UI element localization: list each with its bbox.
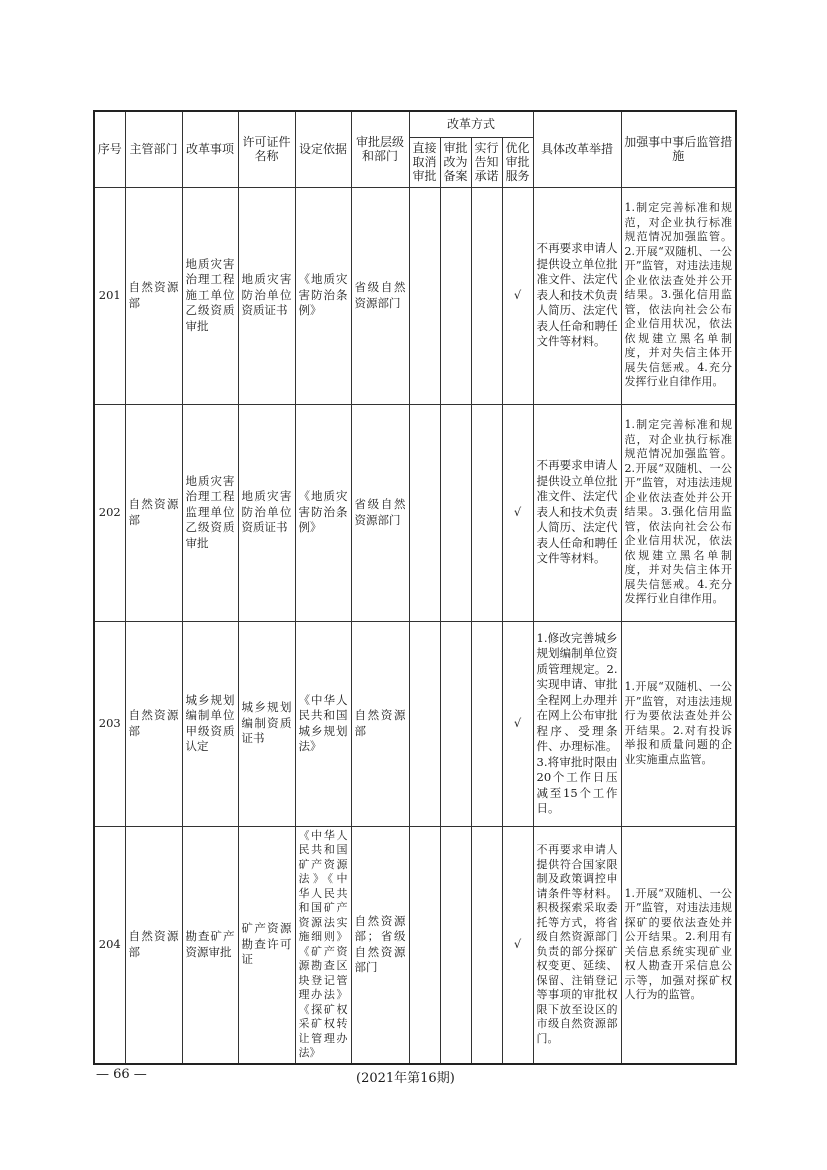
row-measures: 不再要求申请人提供符合国家限制及政策调控申请条件等材料。积极探索采取委托等方式，将省级自然资源部门负责的部分探矿权变更、延续、保留、注销登记等事项的审批权限下放至设区的市级自然资源部门。 xyxy=(533,826,621,1064)
row-item: 地质灾害治理工程监理单位乙级资质审批 xyxy=(182,404,238,621)
row-supervision: 1.开展“双随机、一公开”监管，对违法违规行为要依法查处并公开结果。2.对有投诉举报和质量问题的企业实施重点监管。 xyxy=(621,621,736,826)
header-seq: 序号 xyxy=(94,111,125,187)
row-method-optimize-check: √ xyxy=(502,404,533,621)
row-method-notify xyxy=(471,404,502,621)
row-seq: 202 xyxy=(94,404,125,621)
header-basis: 设定依据 xyxy=(295,111,351,187)
reform-catalog-table xyxy=(93,110,737,1065)
row-basis: 《中华人民共和国城乡规划法》 xyxy=(295,621,351,826)
header-dept: 主管部门 xyxy=(125,111,182,187)
header-item: 改革事项 xyxy=(182,111,238,187)
row-level: 自然资源部 xyxy=(351,621,409,826)
row-seq: 204 xyxy=(94,826,125,1064)
row-basis: 《中华人民共和国矿产资源法》《中华人民共和国矿产资源法实施细则》《矿产资源勘查区块登记管理办法》《探矿权采矿权转让管理办法》 xyxy=(295,826,351,1064)
row-supervision: 1.开展“双随机、一公开”监管，对违法违规探矿的要依法查处并公开结果。2.利用有关信息系统实现矿业权人勘查开采信息公示等，加强对探矿权人行为的监管。 xyxy=(621,826,736,1064)
header-method-optimize: 优化审批服务 xyxy=(502,137,533,187)
row-method-filing xyxy=(440,404,471,621)
row-license: 矿产资源勘查许可证 xyxy=(238,826,295,1064)
row-dept: 自然资源部 xyxy=(125,187,182,404)
header-method-group: 改革方式 xyxy=(409,111,533,137)
table-row xyxy=(94,404,736,621)
row-level: 省级自然资源部门 xyxy=(351,404,409,621)
row-method-filing xyxy=(440,826,471,1064)
row-dept: 自然资源部 xyxy=(125,621,182,826)
row-measures: 1.修改完善城乡规划编制单位资质管理规定。2.实现申请、审批全程网上办理并在网上公布审批程序、受理条件、办理标准。3.将审批时限由20个工作日压减至15个工作日。 xyxy=(533,621,621,826)
row-method-cancel xyxy=(409,826,440,1064)
row-method-optimize-check: √ xyxy=(502,187,533,404)
row-seq: 201 xyxy=(94,187,125,404)
table-row xyxy=(94,826,736,1064)
row-supervision: 1.制定完善标准和规范，对企业执行标准规范情况加强监管。2.开展“双随机、一公开”监管，对违法违规企业依法查处并公开结果。3.强化信用监管，依法向社会公布企业信用状况，依法依规建立黑名单制度，并对失信主体开展失信惩戒。4.充分发挥行业自律作用。 xyxy=(621,404,736,621)
table-row xyxy=(94,621,736,826)
row-measures: 不再要求申请人提供设立单位批准文件、法定代表人和技术负责人简历、法定代表人任命和聘任文件等材料。 xyxy=(533,187,621,404)
row-basis: 《地质灾害防治条例》 xyxy=(295,404,351,621)
row-method-cancel xyxy=(409,404,440,621)
row-seq: 203 xyxy=(94,621,125,826)
table-row xyxy=(94,187,736,404)
row-level: 自然资源部；省级自然资源部门 xyxy=(351,826,409,1064)
row-dept: 自然资源部 xyxy=(125,404,182,621)
header-method-filing: 审批改为备案 xyxy=(440,137,471,187)
header-license: 许可证件名称 xyxy=(238,111,295,187)
row-item: 勘查矿产资源审批 xyxy=(182,826,238,1064)
row-method-cancel xyxy=(409,187,440,404)
header-method-notify: 实行告知承诺 xyxy=(471,137,502,187)
row-method-filing xyxy=(440,187,471,404)
row-method-cancel xyxy=(409,621,440,826)
row-item: 城乡规划编制单位甲级资质认定 xyxy=(182,621,238,826)
issue-label: (2021年第16期) xyxy=(356,1071,455,1086)
row-dept: 自然资源部 xyxy=(125,826,182,1064)
row-item: 地质灾害治理工程施工单位乙级资质审批 xyxy=(182,187,238,404)
row-method-notify xyxy=(471,826,502,1064)
header-measures: 具体改革举措 xyxy=(533,111,621,187)
catalog-table-wrapper xyxy=(93,110,737,1065)
row-method-filing xyxy=(440,621,471,826)
row-supervision: 1.制定完善标准和规范，对企业执行标准规范情况加强监管。2.开展“双随机、一公开”监管，对违法违规企业依法查处并公开结果。3.强化信用监管，依法向社会公布企业信用状况，依法依规建立黑名单制度，并对失信主体开展失信惩戒。4.充分发挥行业自律作用。 xyxy=(621,187,736,404)
row-level: 省级自然资源部门 xyxy=(351,187,409,404)
row-license: 地质灾害防治单位资质证书 xyxy=(238,187,295,404)
row-measures: 不再要求申请人提供设立单位批准文件、法定代表人和技术负责人简历、法定代表人任命和聘任文件等材料。 xyxy=(533,404,621,621)
row-method-optimize-check: √ xyxy=(502,826,533,1064)
header-level: 审批层级和部门 xyxy=(351,111,409,187)
row-method-optimize-check: √ xyxy=(502,621,533,826)
row-license: 地质灾害防治单位资质证书 xyxy=(238,404,295,621)
header-supervision: 加强事中事后监管措施 xyxy=(621,111,736,187)
row-license: 城乡规划编制资质证书 xyxy=(238,621,295,826)
row-basis: 《地质灾害防治条例》 xyxy=(295,187,351,404)
header-method-cancel: 直接取消审批 xyxy=(409,137,440,187)
row-method-notify xyxy=(471,187,502,404)
page-number: — 66 — xyxy=(96,1067,147,1082)
row-method-notify xyxy=(471,621,502,826)
